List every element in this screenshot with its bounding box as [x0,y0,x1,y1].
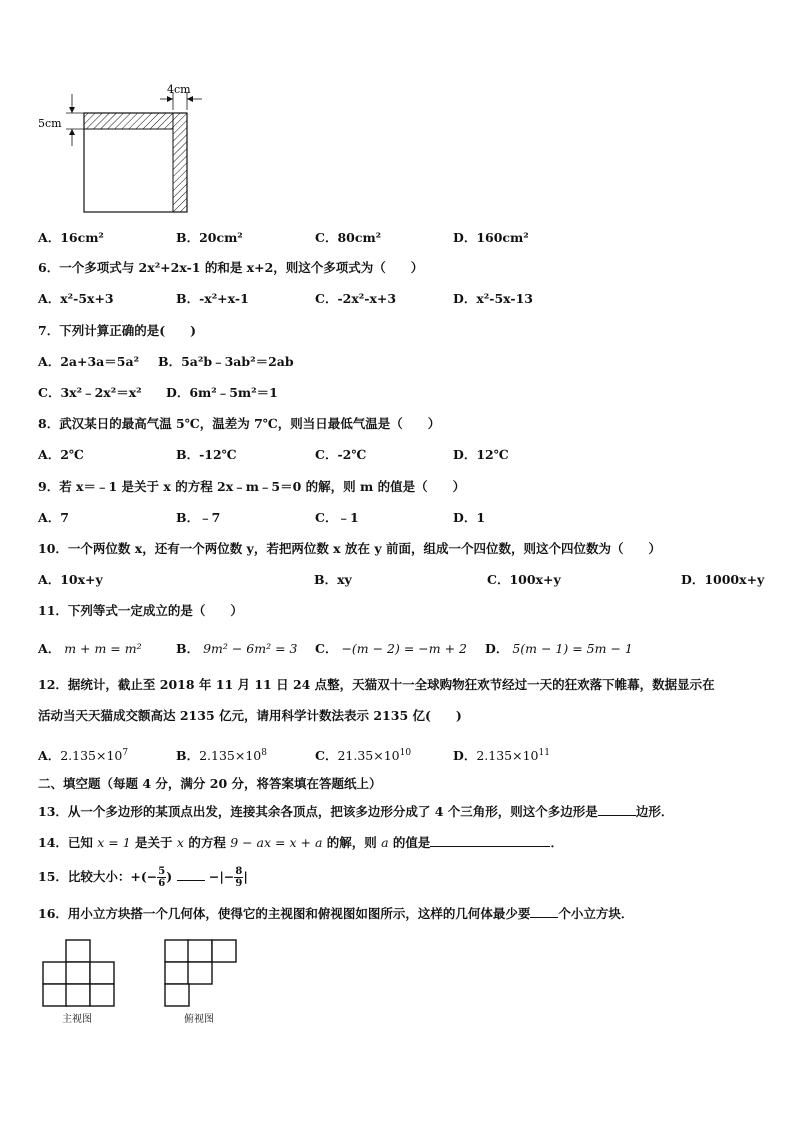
q9-option-a: A．7 [38,510,69,525]
q13-answer-blank[interactable] [598,803,636,816]
q11-expr-d: 5(m − 1) = 5m − 1 [512,641,633,656]
q9-option-c: C．﹣1 [315,510,359,525]
q5-option-c: C．80cm² [315,230,382,245]
q12-stem-line2: 活动当天天猫成交额高达 2135 亿元，请用科学计数法表示 2135 亿( ) [38,708,462,723]
q10-stem: 10．一个两位数 x，还有一个两位数 y，若把两位数 x 放在 y 前面，组成一个四位数，则这个四位数为（ ） [38,541,661,556]
q11-expr-a: m + m = m² [64,641,142,656]
q7-option-c: C．3x²﹣2x²＝x² [38,385,142,400]
q12-option-d: D．$2.135\times 10^{11}$ [453,748,550,764]
q7-stem: 7．下列计算正确的是( ) [38,323,197,338]
q14-answer-blank[interactable] [430,834,550,847]
q15-text: 15．比较大小：+(− $\frac{5}{6}$ ) −|− $\frac{8}{9}$ | [38,866,248,889]
q13-text: 13．从一个多边形的某顶点出发，连接其余各顶点，把该多边形分成了 4 个三角形，则这个多边形是 边形． [38,804,674,819]
q14-text: 14．已知 x = 1 是关于 x 的方程 9 − ax = x + a 的解，则 a 的值是 ． [38,835,563,850]
q11-option-b: B． 9m² − 6m² = 3 [176,641,298,656]
q9-option-d: D．1 [453,510,486,525]
q10-option-a: A．10x+y [38,572,103,587]
top-view-figure [162,938,246,1008]
top-view-label: 俯视图 [184,1014,214,1025]
q6-option-b: B．-x²+x-1 [176,291,249,306]
q9-stem: 9．若 x＝﹣1 是关于 x 的方程 2x﹣m﹣5＝0 的解，则 m 的值是（ ） [38,479,466,494]
q5-option-b: B．20cm² [176,230,243,245]
q7-option-d: D．6m²﹣5m²＝1 [166,385,278,400]
q12-option-b: B．$2.135\times 10^8$ [176,748,267,764]
q12-option-c: C．$21.35\times 10^{10}$ [315,748,412,764]
q8-option-c: C．-2℃ [315,447,367,462]
q10-option-d: D．1000x+y [681,572,765,587]
section-title: 二、填空题（每题 4 分，满分 20 分，将答案填在答题纸上） [38,776,382,791]
q5-option-d: D．160cm² [453,230,529,245]
q10-option-c: C．100x+y [487,572,561,587]
q15-answer-blank[interactable] [177,868,205,881]
label-5cm: 5cm [38,117,62,130]
q12-option-a: A．$2.135\times 10^7$ [38,748,129,764]
q9-option-b: B．﹣7 [176,510,221,525]
q7-option-a: A．2a+3a＝5a² [38,354,140,369]
q16-answer-blank[interactable] [530,905,558,918]
q16-text: 16．用小立方块搭一个几何体，使得它的主视图和俯视图如图所示，这样的几何体最少要 个小立方块． [38,906,634,921]
q8-stem: 8．武汉某日的最高气温 5℃，温差为 7℃，则当日最低气温是（ ） [38,416,441,431]
front-view-label: 主视图 [62,1014,92,1025]
q8-option-b: B．-12℃ [176,447,237,462]
q10-option-b: B．xy [314,572,352,587]
q11-expr-b: 9m² − 6m² = 3 [203,641,298,656]
q11-option-a: A． m + m = m² [38,641,142,656]
q11-option-d: D． 5(m − 1) = 5m − 1 [485,641,633,656]
q6-stem: 6．一个多项式与 2x²+2x-1 的和是 x+2，则这个多项式为（ ） [38,260,424,275]
label-4cm: 4cm [167,83,191,96]
q6-option-c: C．-2x²-x+3 [315,291,397,306]
q8-option-d: D．12℃ [453,447,509,462]
q8-option-a: A．2℃ [38,447,84,462]
q7-option-b: B．5a²b﹣3ab²＝2ab [158,354,294,369]
q5-option-a: A．16cm² [38,230,104,245]
square-figure [36,80,206,215]
q12-stem-line1: 12．据统计，截止至 2018 年 11 月 11 日 24 点整，天猫双十一全球购物狂欢节经过一天的狂欢落下帷幕，数据显示在 [38,677,715,692]
q6-option-a: A．x²-5x+3 [38,291,114,306]
q11-expr-c: −(m − 2) = −m + 2 [341,641,468,656]
q6-option-d: D．x²-5x-13 [453,291,533,306]
front-view-figure [40,938,124,1008]
q11-stem: 11．下列等式一定成立的是（ ） [38,603,243,618]
q11-option-c: C． −(m − 2) = −m + 2 [315,641,468,656]
